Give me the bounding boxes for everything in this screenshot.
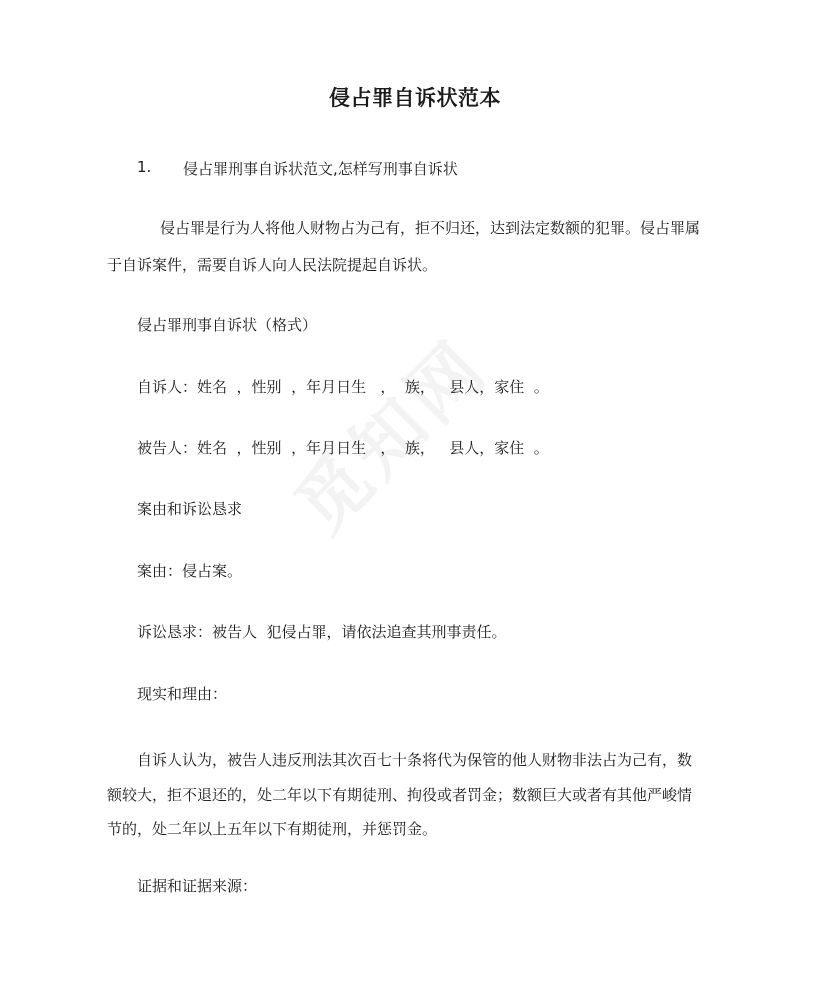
plaintiff-line: 自诉人：姓名 ，性别 ，年月日生 ， 族， 县人，家住 。 [137, 378, 549, 396]
paragraph-line: 节的，处二年以上五年以下有期徒刑，并惩罚金。 [107, 820, 438, 838]
paragraph-line: 侵占罪是行为人将他人财物占为己有，拒不归还，达到法定数额的犯罪。侵占罪属 [160, 219, 701, 237]
paragraph-line: 于自诉案件，需要自诉人向人民法院提起自诉状。 [107, 256, 438, 274]
watermark [268, 312, 507, 551]
paragraph-line: 额较大，拒不退还的，处二年以下有期徒刑、拘役或者罚金；数额巨大或者有其他严峻情 [107, 786, 693, 804]
paragraph-line: 自诉人认为，被告人违反刑法其次百七十条将代为保管的他人财物非法占为己有，数 [137, 751, 693, 769]
format-title: 侵占罪刑事自诉状（格式） [137, 316, 318, 334]
facts-heading: 现实和理由： [137, 685, 228, 703]
evidence-heading: 证据和证据来源： [137, 877, 258, 895]
section-heading: 侵占罪刑事自诉状范文,怎样写刑事自诉状 [183, 160, 458, 178]
defendant-line: 被告人：姓名 ，性别 ，年月日生 ， 族， 县人，家住 。 [137, 439, 549, 457]
claim-line: 诉讼恳求：被告人 犯侵占罪，请依法追查其刑事责任。 [137, 623, 507, 641]
cause-line: 案由：侵占案。 [137, 562, 243, 580]
section-number: 1. [137, 158, 152, 176]
cause-claim-heading: 案由和诉讼恳求 [137, 500, 243, 518]
document-title: 侵占罪自诉状范本 [329, 86, 501, 110]
